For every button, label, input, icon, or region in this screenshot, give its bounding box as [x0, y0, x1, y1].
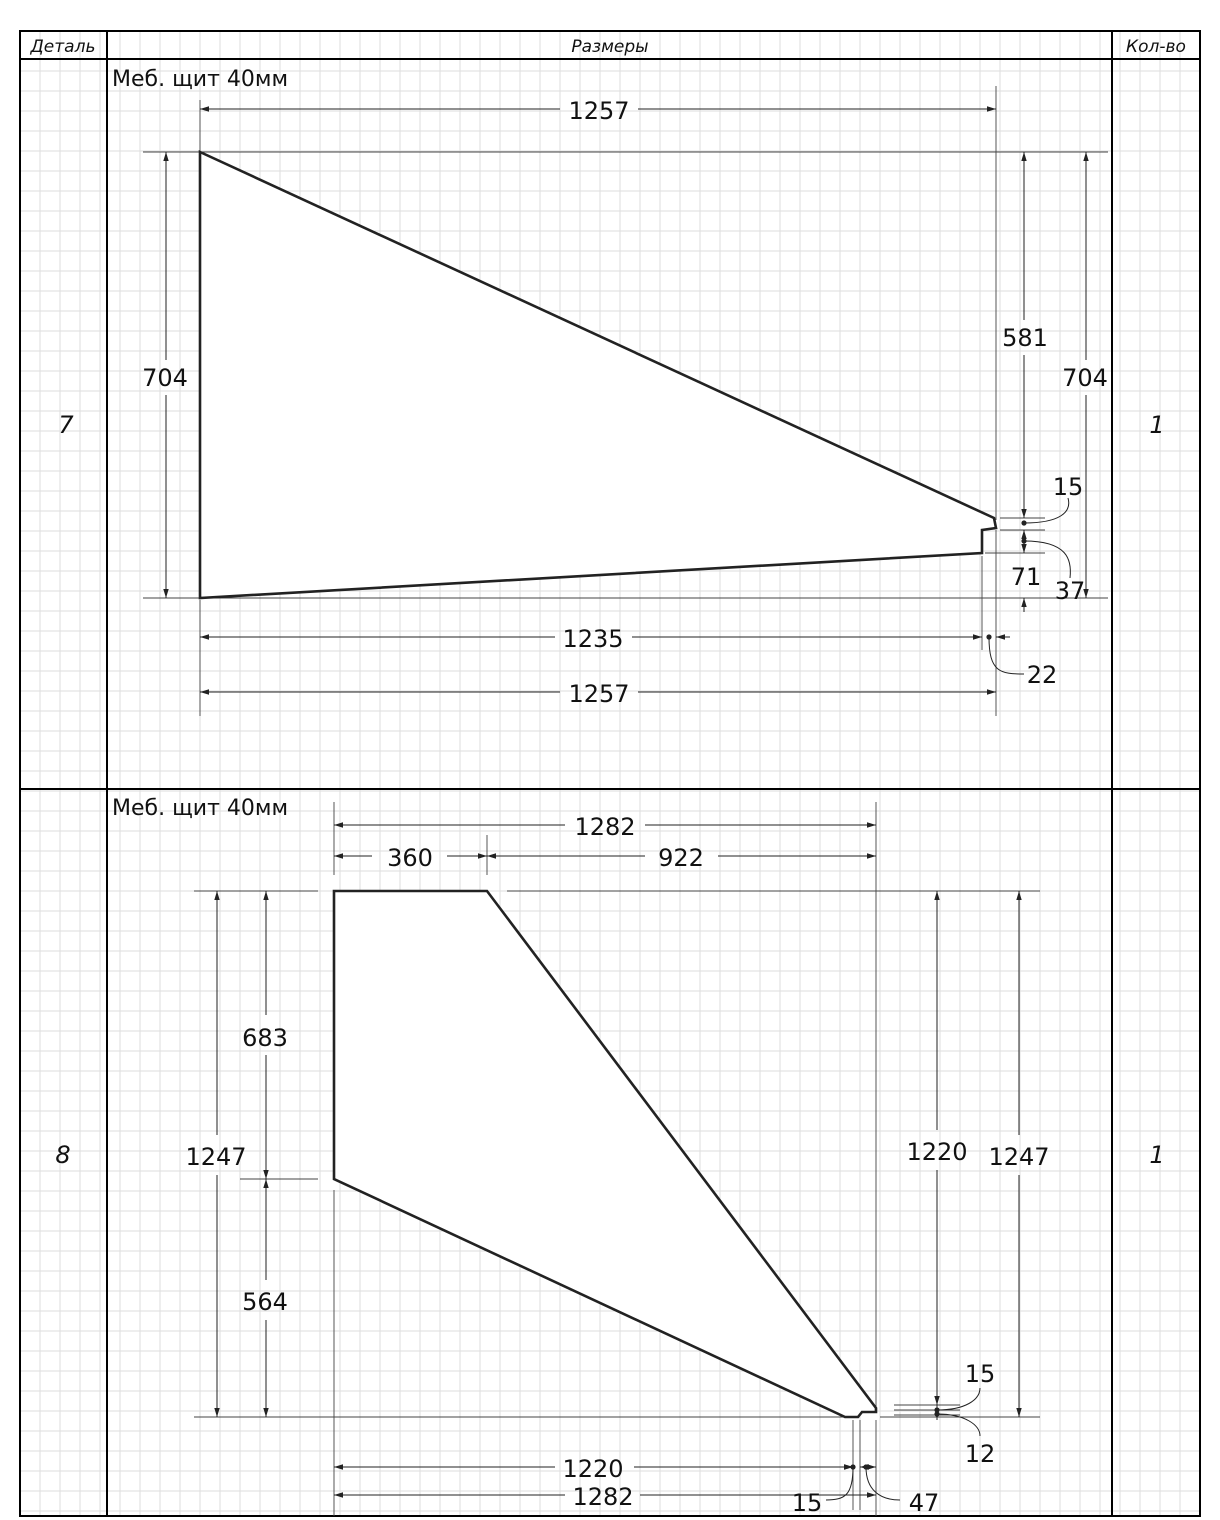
dim-right-height: 1247: [988, 1143, 1050, 1171]
dim-notch-top: 15: [1052, 473, 1084, 501]
dim-notch-step: 71: [1010, 563, 1042, 591]
header-quantity: Кол-во: [1126, 37, 1186, 57]
dim-right-inner: 1220: [906, 1138, 968, 1166]
dim-notch-top: 15: [964, 1360, 996, 1388]
material-label: Меб. щит 40мм: [112, 67, 289, 92]
part-8-outline: [334, 891, 876, 1417]
dim-right-upper: 581: [1002, 324, 1048, 352]
material-label: Меб. щит 40мм: [112, 796, 289, 821]
dim-notch-right: 47: [908, 1489, 940, 1517]
quantity: 1: [1149, 411, 1165, 439]
dim-left-height: 704: [142, 364, 188, 392]
row-part-8: [55, 796, 1164, 1517]
header-dimensions: Размеры: [571, 37, 649, 57]
dim-notch-left: 15: [791, 1489, 823, 1517]
part-number: 8: [55, 1141, 71, 1169]
dim-top-left: 360: [387, 844, 433, 872]
dim-top-width: 1257: [568, 97, 630, 125]
part-7-outline: [200, 152, 996, 598]
part-number: 7: [58, 411, 74, 439]
dim-bottom-inner: 1235: [562, 625, 624, 653]
quantity: 1: [1149, 1141, 1165, 1169]
dim-notch-bottom: 12: [964, 1440, 996, 1468]
dim-left-upper: 683: [242, 1024, 288, 1052]
dim-top-right: 922: [658, 844, 704, 872]
dim-bottom-total: 1282: [572, 1483, 634, 1511]
dim-notch-side: 37: [1054, 577, 1086, 605]
dim-bottom-inner: 1220: [562, 1455, 624, 1483]
header-part: Деталь: [30, 37, 96, 57]
dim-right-height: 704: [1062, 364, 1108, 392]
dim-left-height: 1247: [185, 1143, 247, 1171]
dim-top-total: 1282: [574, 813, 636, 841]
dim-bottom-width: 1257: [568, 680, 630, 708]
dim-left-lower: 564: [242, 1288, 288, 1316]
dim-notch-width: 22: [1026, 661, 1058, 689]
